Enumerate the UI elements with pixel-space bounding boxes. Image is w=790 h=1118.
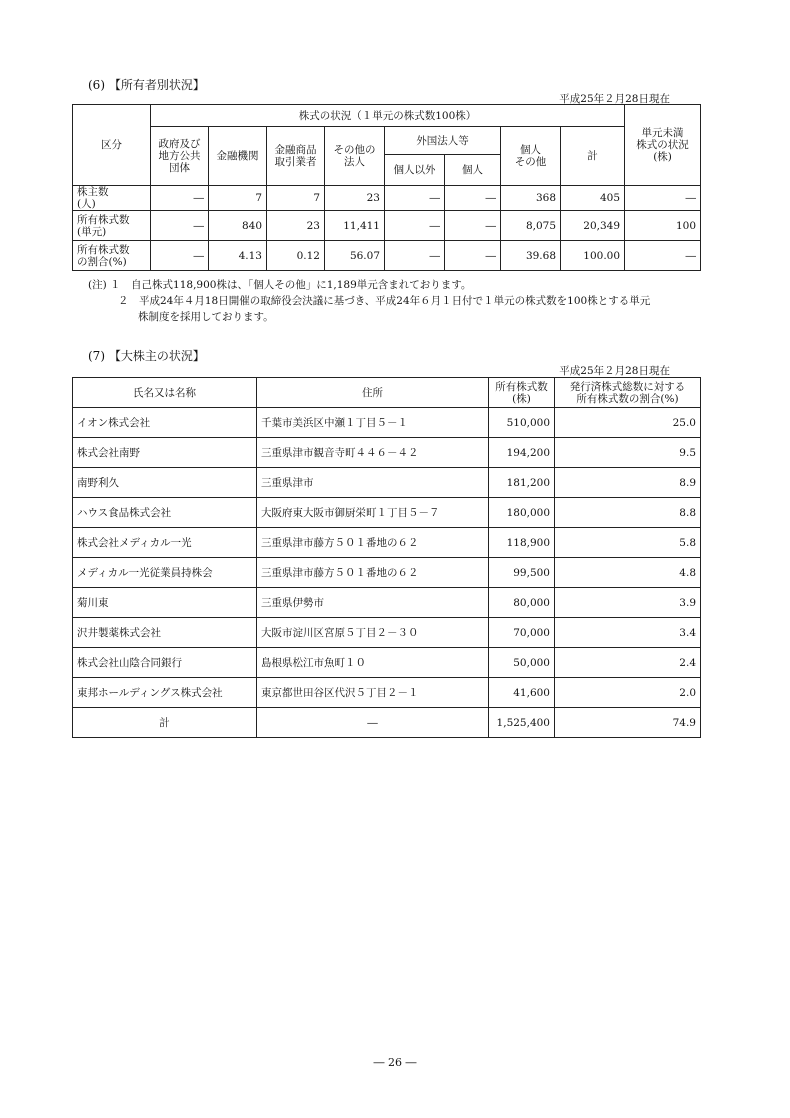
total-label: 計 [73,708,257,738]
header-broker: 金融商品 取引業者 [267,127,325,186]
cell: ― [625,186,701,211]
cell: 20,349 [561,211,625,241]
table-row [73,558,701,588]
ownership-table [72,104,701,271]
table-row [73,211,701,241]
shareholder-ratio: 9.5 [555,438,701,468]
shareholder-address: 東京都世田谷区代沢５丁目２－１ [257,678,489,708]
shareholder-address: 三重県伊勢市 [257,588,489,618]
total-shares: 1,525,400 [489,708,555,738]
shareholder-shares: 50,000 [489,648,555,678]
section6-heading: (6) 【所有者別状況】 [88,78,205,92]
cell: 11,411 [325,211,385,241]
shareholder-name: 株式会社メディカル一光 [73,528,257,558]
shareholder-shares: 181,200 [489,468,555,498]
shareholder-ratio: 3.4 [555,618,701,648]
shareholder-name: ハウス食品株式会社 [73,498,257,528]
header-shares: 所有株式数 (株) [489,378,555,408]
header-foreign-non-indiv: 個人以外 [385,155,445,186]
header-group: 株式の状況（１単元の株式数100株） [151,105,625,127]
shareholder-address: 三重県津市観音寺町４４６－４２ [257,438,489,468]
shareholder-shares: 194,200 [489,438,555,468]
shareholder-address: 三重県津市藤方５０１番地の６２ [257,558,489,588]
shareholder-ratio: 2.0 [555,678,701,708]
row-label: 所有株式数 (単元) [73,211,151,241]
cell: 100.00 [561,241,625,271]
shareholder-ratio: 3.9 [555,588,701,618]
total-row [73,708,701,738]
shareholder-name: 南野利久 [73,468,257,498]
table-row [73,468,701,498]
table-row [73,408,701,438]
cell: ― [445,241,501,271]
shareholder-name: 東邦ホールディングス株式会社 [73,678,257,708]
cell: ― [385,211,445,241]
shareholder-address: 島根県松江市魚町１０ [257,648,489,678]
header-address: 住所 [257,378,489,408]
cell: 23 [267,211,325,241]
cell: 7 [209,186,267,211]
shareholder-shares: 99,500 [489,558,555,588]
shareholder-address: 三重県津市 [257,468,489,498]
note-1: (注) １ 自己株式118,900株は、「個人その他」に1,189単元含まれております。 [88,279,472,291]
shareholder-shares: 118,900 [489,528,555,558]
shareholder-name: 菊川東 [73,588,257,618]
shareholder-shares: 80,000 [489,588,555,618]
shareholder-ratio: 2.4 [555,648,701,678]
header-finance: 金融機関 [209,127,267,186]
cell: ― [445,186,501,211]
header-name: 氏名又は名称 [73,378,257,408]
header-individual: 個人 その他 [501,127,561,186]
cell: 7 [267,186,325,211]
row-label: 株主数 (人) [73,186,151,211]
cell: 56.07 [325,241,385,271]
shareholder-shares: 180,000 [489,498,555,528]
shareholder-shares: 41,600 [489,678,555,708]
cell: ― [151,211,209,241]
table-row [73,588,701,618]
header-other-corp: その他の 法人 [325,127,385,186]
note-2-cont: 株制度を採用しております。 [138,311,274,323]
header-gov: 政府及び 地方公共 団体 [151,127,209,186]
header-ratio: 発行済株式総数に対する 所有株式数の割合(%) [555,378,701,408]
shareholder-address: 大阪府東大阪市御厨栄町１丁目５－７ [257,498,489,528]
table-row [73,498,701,528]
cell: 8,075 [501,211,561,241]
header-foreign-indiv: 個人 [445,155,501,186]
section7-heading: (7) 【大株主の状況】 [88,349,205,363]
shareholder-name: イオン株式会社 [73,408,257,438]
total-ratio: 74.9 [555,708,701,738]
cell: ― [385,186,445,211]
table-row [73,528,701,558]
header-foreign: 外国法人等 [385,127,501,155]
total-address: ― [257,708,489,738]
header-total: 計 [561,127,625,186]
shareholder-ratio: 8.8 [555,498,701,528]
section6-as-of: 平成25年２月28日現在 [559,93,670,105]
cell: 39.68 [501,241,561,271]
cell: 100 [625,211,701,241]
cell: ― [385,241,445,271]
table-row [73,241,701,271]
shareholder-ratio: 4.8 [555,558,701,588]
shareholder-name: 株式会社南野 [73,438,257,468]
shareholder-ratio: 5.8 [555,528,701,558]
cell: 368 [501,186,561,211]
shareholder-name: メディカル一光従業員持株会 [73,558,257,588]
shareholder-name: 株式会社山陰合同銀行 [73,648,257,678]
cell: 4.13 [209,241,267,271]
table-row [73,438,701,468]
table-row [73,648,701,678]
table-row [73,618,701,648]
cell: 405 [561,186,625,211]
shareholder-ratio: 25.0 [555,408,701,438]
cell: ― [151,186,209,211]
section7-as-of: 平成25年２月28日現在 [559,365,670,377]
table-row [73,678,701,708]
major-shareholders-table [72,377,701,738]
shareholder-address: 三重県津市藤方５０１番地の６２ [257,528,489,558]
shareholder-shares: 70,000 [489,618,555,648]
cell: ― [625,241,701,271]
cell: ― [445,211,501,241]
shareholder-address: 千葉市美浜区中瀬１丁目５－１ [257,408,489,438]
header-kubun: 区分 [73,105,151,186]
page-number: ― 26 ― [373,1056,417,1069]
cell: 0.12 [267,241,325,271]
header-odd-lot: 単元未満 株式の状況 (株) [625,105,701,186]
shareholder-ratio: 8.9 [555,468,701,498]
shareholder-name: 沢井製薬株式会社 [73,618,257,648]
shareholder-address: 大阪市淀川区宮原５丁目２－３０ [257,618,489,648]
cell: ― [151,241,209,271]
table-row [73,186,701,211]
shareholder-shares: 510,000 [489,408,555,438]
note-2: ２ 平成24年４月18日開催の取締役会決議に基づき、平成24年６月１日付で１単元の株式数を100株とする単元 [118,295,651,307]
cell: 840 [209,211,267,241]
cell: 23 [325,186,385,211]
row-label: 所有株式数 の割合(%) [73,241,151,271]
